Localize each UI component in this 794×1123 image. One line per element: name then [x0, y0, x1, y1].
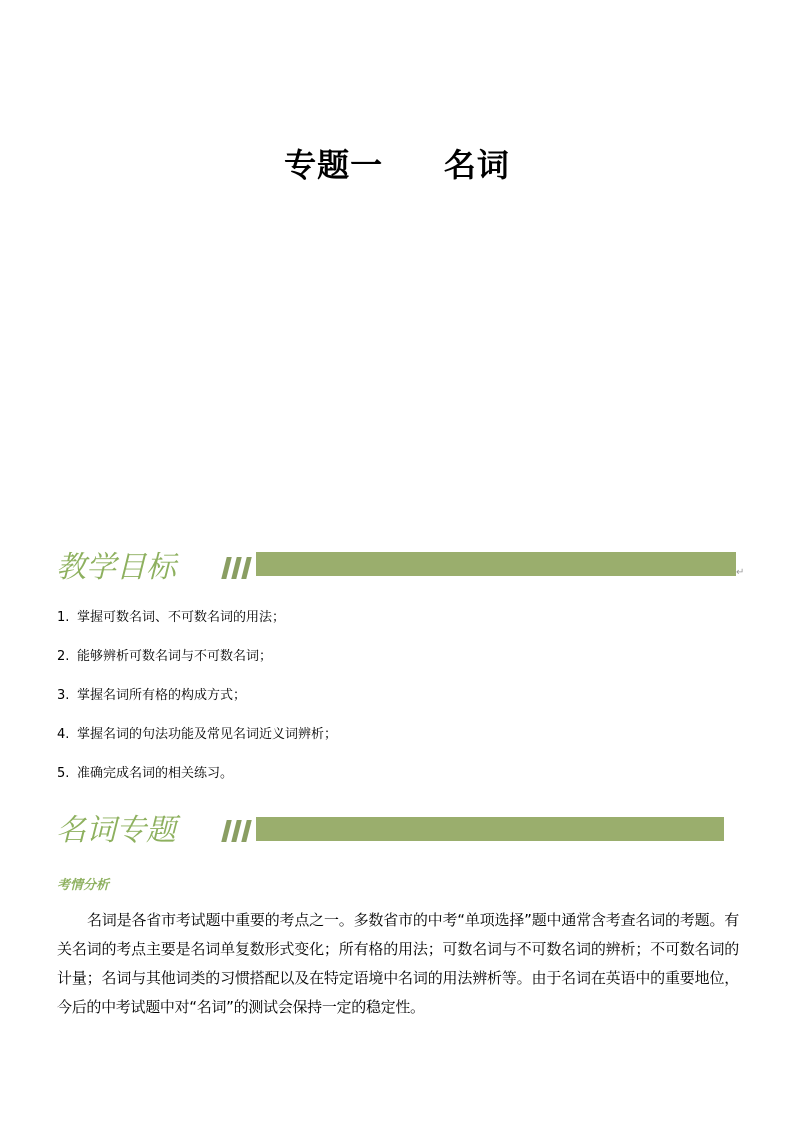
- objective-number: 4.: [57, 727, 70, 742]
- paragraph-mark-icon: ↵: [736, 567, 745, 578]
- slash-decoration: [222, 820, 258, 842]
- analysis-paragraph: 名词是各省市考试题中重要的考点之一。多数省市的中考“单项选择”题中通常含考查名词的考题。有关名词的考点主要是名词单复数形式变化；所有格的用法；可数名词与不可数名词的辨析；不可数名词的计量；名词与其他词类的习惯搭配以及在特定语境中名词的用法辨析等。由于名词在英语中的重要地位，今后的中考试题中对“名词”的测试会保持一定的稳定性。: [57, 911, 739, 1016]
- objective-item: [57, 725, 337, 745]
- objectives-section-title: 教学目标: [56, 550, 176, 585]
- objective-item: [57, 608, 285, 628]
- section-bar: [256, 817, 724, 841]
- objective-text: 掌握名词的句法功能及常见名词近义词辨析；: [77, 727, 338, 742]
- page-title: 专题一 名词: [284, 146, 510, 184]
- noun-section-title: 名词专题: [56, 813, 176, 848]
- section-bar: [256, 552, 736, 576]
- objective-number: 5.: [57, 766, 70, 781]
- objective-text: 掌握名词所有格的构成方式；: [77, 688, 247, 703]
- objective-item: [57, 764, 233, 784]
- objective-text: 准确完成名词的相关练习。: [77, 766, 234, 781]
- analysis-title: 考情分析: [57, 878, 110, 893]
- objective-item: [57, 686, 246, 706]
- objective-item: [57, 647, 272, 667]
- objective-text: 能够辨析可数名词与不可数名词；: [77, 649, 273, 664]
- noun-section-header: [56, 811, 736, 851]
- objective-number: 1.: [57, 610, 70, 625]
- slash-decoration: [222, 557, 258, 579]
- objective-number: 3.: [57, 688, 70, 703]
- objectives-section-header: [56, 548, 746, 588]
- objective-text: 掌握可数名词、不可数名词的用法；: [77, 610, 286, 625]
- objective-number: 2.: [57, 649, 70, 664]
